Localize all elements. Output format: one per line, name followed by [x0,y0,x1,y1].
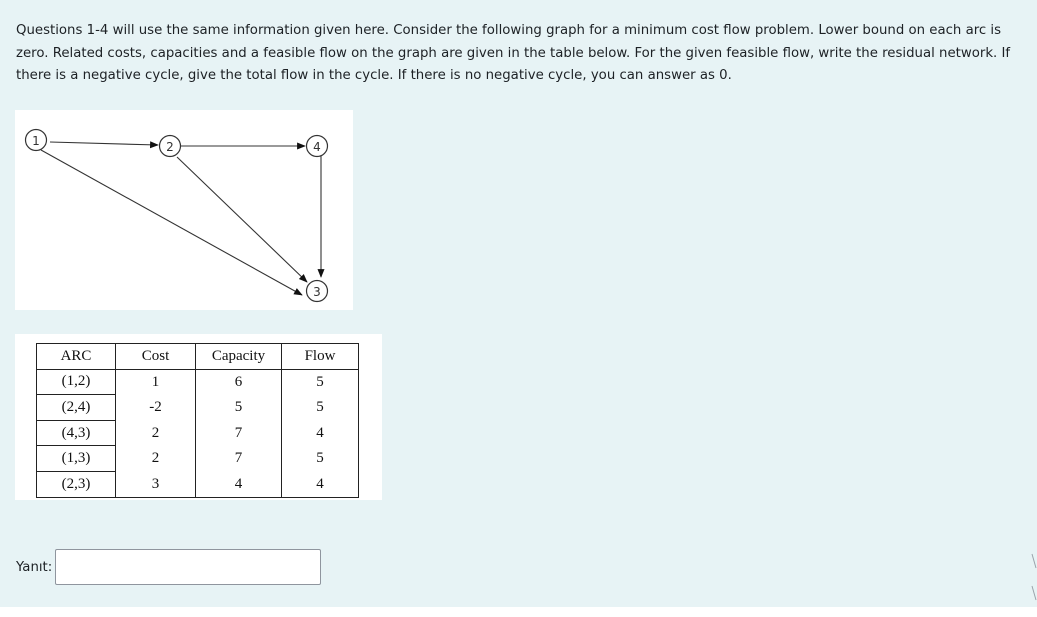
cell-flow: 5 [282,395,359,421]
cell-arc: (4,3) [37,420,116,446]
table-header-row [37,344,359,370]
cell-cost: 1 [116,369,196,395]
cell-cost: 2 [116,446,196,472]
network-graph [15,110,353,310]
cell-flow: 5 [282,446,359,472]
cell-cost: 3 [116,471,196,497]
header-flow: Flow [282,344,359,370]
cell-capacity: 4 [196,471,282,497]
cell-flow: 5 [282,369,359,395]
table-row [37,471,359,497]
node-4 [307,136,328,157]
table-row [37,369,359,395]
edge-2-3 [177,157,307,282]
svg-text:2: 2 [166,140,174,154]
cell-arc: (1,2) [37,369,116,395]
cell-capacity: 6 [196,369,282,395]
cell-cost: -2 [116,395,196,421]
arc-table [36,343,359,498]
cell-cost: 2 [116,420,196,446]
question-text: Questions 1-4 will use the same information given here. Consider the following graph for a minimum cost flow problem. Lower bound on each arc is zero. Related costs, capacities and a feasible flow on the graph are given in the table below. For the given feasible flow, write the residual network. If there is a negative cycle, give the total flow in the cycle. If there is no negative cycle, you can answer as 0. [16,23,1011,83]
header-cost: Cost [116,344,196,370]
node-3 [307,281,328,302]
answer-input[interactable] [55,549,321,585]
node-2 [160,136,181,157]
edge-1-2 [50,142,158,145]
svg-text:4: 4 [313,140,321,154]
header-capacity: Capacity [196,344,282,370]
resize-handle-icon[interactable] [1031,552,1037,602]
cell-flow: 4 [282,420,359,446]
svg-text:3: 3 [313,285,321,299]
arc-table-container [15,334,382,500]
cell-arc: (1,3) [37,446,116,472]
cell-capacity: 5 [196,395,282,421]
table-row [37,446,359,472]
cell-arc: (2,3) [37,471,116,497]
answer-label: Yanıt: [16,560,53,575]
table-row [37,395,359,421]
cell-capacity: 7 [196,420,282,446]
cell-flow: 4 [282,471,359,497]
header-arc: ARC [37,344,116,370]
svg-text:1: 1 [32,134,40,148]
table-row [37,420,359,446]
cell-arc: (2,4) [37,395,116,421]
edge-1-3 [41,150,302,295]
graph-svg [15,110,353,310]
cell-capacity: 7 [196,446,282,472]
node-1 [26,130,47,151]
